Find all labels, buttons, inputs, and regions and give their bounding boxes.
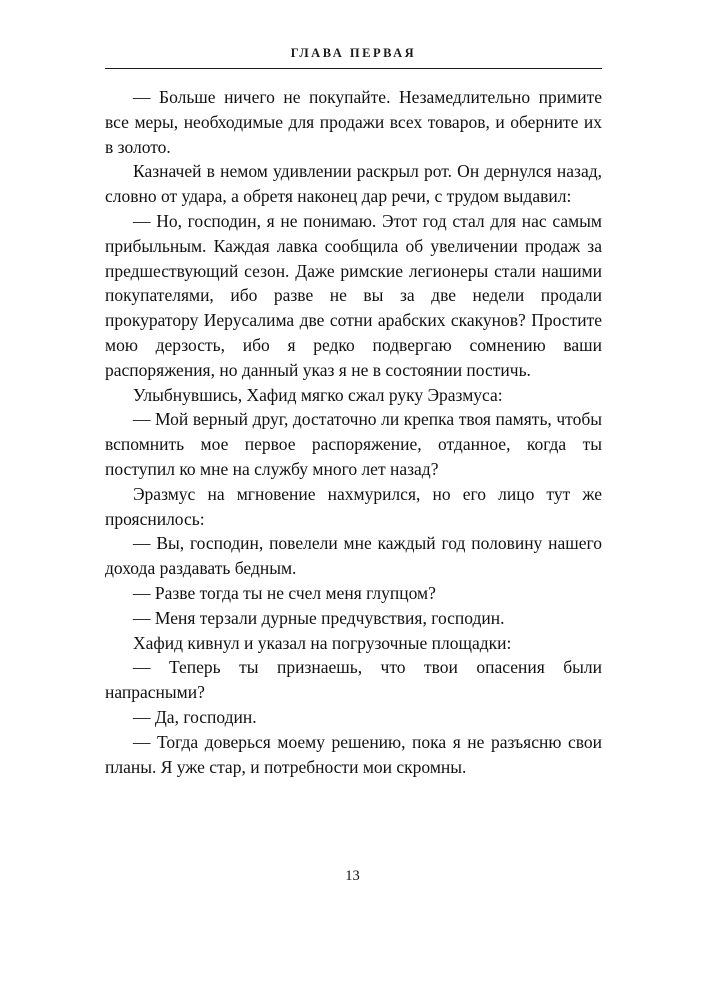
paragraph: — Больше ничего не покупайте. Незамедлительно примите все меры, необходимые для продажи всех товаров, и оберните их в золото. [105, 87, 602, 157]
paragraph: — Теперь ты признаешь, что твои опасения были напрасными? [105, 657, 602, 703]
chapter-running-head: ГЛАВА ПЕРВАЯ [290, 46, 417, 60]
paragraph: Улыбнувшись, Хафид мягко сжал руку Эразмуса: [133, 384, 503, 405]
paragraph: Эразмус на мгновение нахмурился, но его лицо тут же прояснилось: [105, 483, 602, 529]
paragraph: Казначей в немом удивлении раскрыл рот. Он дернулся назад, словно от удара, а обретя наконец дар речи, с трудом выдавил: [105, 161, 602, 207]
paragraph: — Меня терзали дурные предчувствия, господин. [133, 607, 505, 628]
paragraph: — Но, господин, я не понимаю. Этот год стал для нас самым прибыльным. Каждая лавка сообщила об увеличении продаж за предшествующий сезон. Даже римские легионеры стали нашими покупателями, ибо разве не вы за две недели продали прокуратору Иерусалима две сотни арабских скакунов? Простите мою дерзость, ибо я редко подвергаю сомнению ваши распоряжения, но данный указ я не в состоянии постичь. [105, 210, 602, 380]
content-column [105, 46, 602, 779]
header-rule [105, 68, 602, 69]
paragraph: — Разве тогда ты не счел меня глупцом? [133, 582, 436, 603]
page-body [105, 85, 602, 779]
paragraph: Хафид кивнул и указал на погрузочные площадки: [133, 632, 512, 653]
paragraph: — Мой верный друг, достаточно ли крепка твоя память, чтобы вспомнить мое первое распоряжение, отданное, когда ты поступил ко мне на службу много лет назад? [105, 409, 602, 479]
page-number: 13 [345, 868, 360, 884]
paragraph: — Вы, господин, повелели мне каждый год половину нашего дохода раздавать бедным. [105, 533, 602, 579]
paragraph: — Тогда доверься моему решению, пока я не разъясню свои планы. Я уже стар, и потребности мои скромны. [105, 731, 602, 777]
paragraph: — Да, господин. [133, 706, 257, 727]
